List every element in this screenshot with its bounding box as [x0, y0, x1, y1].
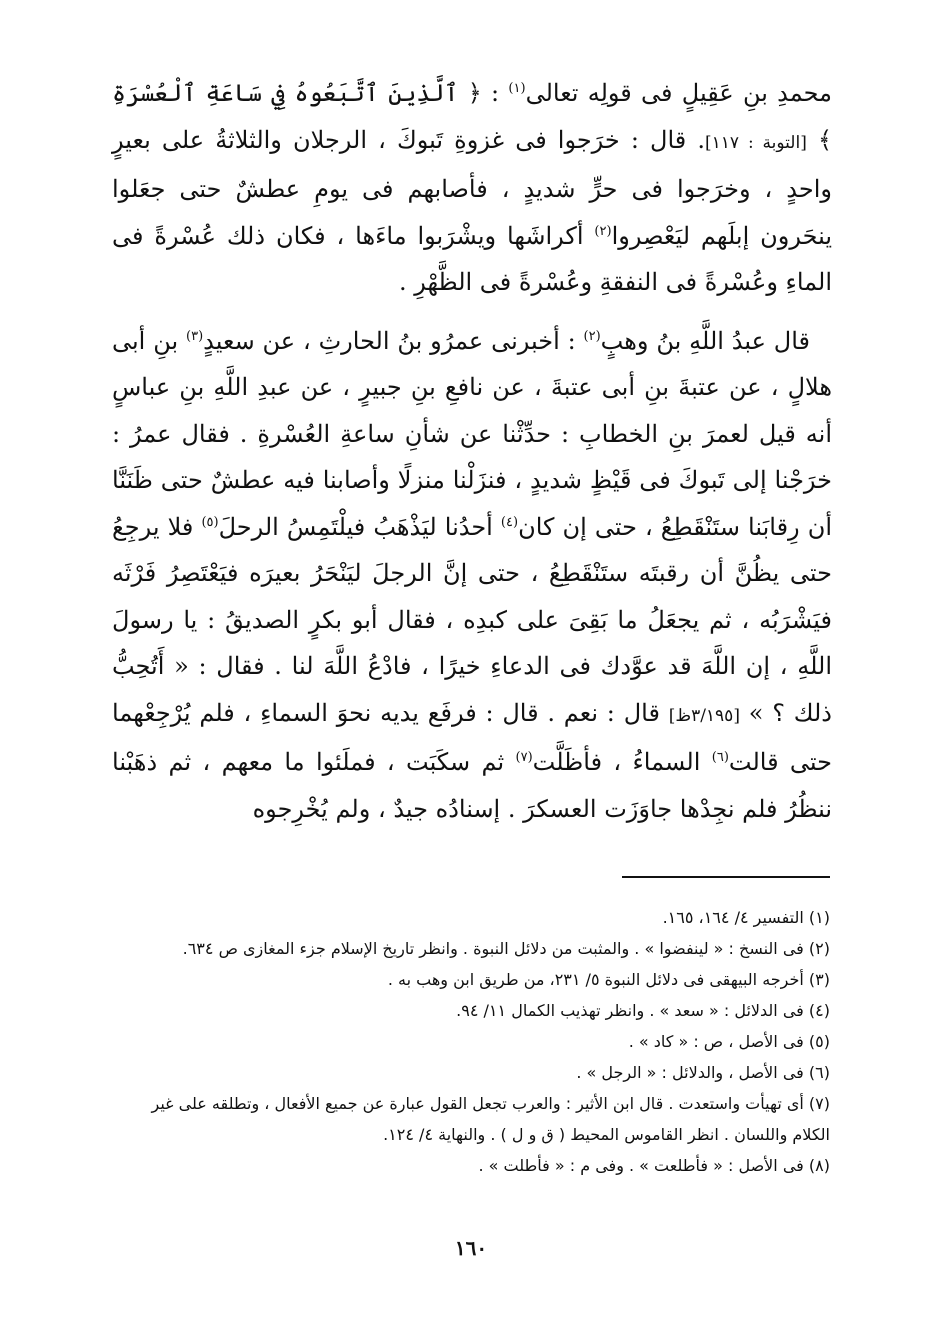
- text-segment: قال : نعم . قال : فرفَع يديه نحوَ السماءِ ، فلم يُرْجِعْهما حتى قالت: [112, 698, 832, 776]
- footnote-3: (٣) أخرجه البيهقى فى دلائل النبوة ٥/ ٢٣١، من طريق ابن وهب به .: [387, 970, 830, 989]
- footnote-7: (٧) أى تهيأت واستعدت . قال ابن الأثير : والعرب تجعل القول عبارة عن جميع الأفعال ، وتطلقه على غير الكلام واللسان . انظر القاموس المحيط ( ق و ل ) . والنهاية ٤/ ١٢٤.: [151, 1094, 830, 1144]
- footnote-divider: [622, 876, 830, 878]
- footnote-8: (٨) فى الأصل : « فأطلعت » . وفى م : « فأطلت » .: [478, 1156, 830, 1175]
- verse-citation: [التوبة : ١١٧]: [705, 132, 807, 153]
- paragraph-1: [112, 70, 832, 306]
- footnote-ref-2: (٢): [594, 223, 612, 239]
- footnote-ref-5: (٥): [201, 514, 219, 530]
- footnote-ref-3: (٣): [186, 328, 204, 344]
- footnote-ref-7: (٧): [515, 750, 533, 765]
- footnotes: [112, 902, 830, 1181]
- text-segment: ثم سكَبَت ، فملَئوا ما معهم ، ثم ذهَبْنا ننظُرُ فلم نجِدْها جاوَزَت العسكرَ . إسنادُه جيدٌ ، ولم يُخْرِجوه: [112, 748, 832, 823]
- page-number: ١٦٠: [454, 1236, 488, 1260]
- paragraph-2: [112, 318, 832, 833]
- footnote-2: (٢) فى النسخ : « لينفضوا » . والمثبت من دلائل النبوة . وانظر تاريخ الإسلام جزء المغازى ص ٦٣٤.: [182, 939, 830, 958]
- quran-verse: : ﴿ ٱلَّذِينَ ٱتَّبَعُوهُ فِي سَاعَةِ ٱلْعُسْرَةِ ﴾: [112, 79, 833, 154]
- text-segment: : أخبرنى عمرُو بنُ الحارثِ ، عن سعيدٍ: [203, 326, 584, 355]
- text-segment: قال عبدُ اللَّهِ بنُ وهبٍ: [600, 326, 811, 355]
- footnote-5: (٥) فى الأصل ، ص : « كاد » .: [628, 1032, 830, 1051]
- text-segment: أحدُنا ليَذْهَبُ فيلْتَمِسُ الرحلَ: [218, 512, 501, 541]
- paragraph-gap: [112, 306, 832, 318]
- footnote-ref-6: (٦): [711, 750, 729, 765]
- footnote-ref-4: (٤): [500, 514, 519, 530]
- footnote-1: (١) التفسير ٤/ ١٦٤، ١٦٥.: [662, 908, 830, 927]
- text-segment: فلا يرجِعُ حتى يظُنَّ أن رقبتَه ستَنْقَطِعُ ، حتى إنَّ الرجلَ ليَنْحَرُ بعيرَه فيَعْتَصِرُ فَرْثَه فيَشْرَبُه ، ثم يجعَلُ ما بَقِىَ على كبدِه ، فقال أبو بكرٍ الصديقُ : يا رسولَ اللَّهِ ، إن اللَّهَ قد عوَّدك فى الدعاءِ خيرًا ، فادْعُ اللَّهَ لنا . فقال : « أَتُحِبُّ ذلك ؟ »: [112, 512, 832, 727]
- manuscript-citation: [٣/١٩٥ظ]: [668, 705, 740, 726]
- text-segment: بنِ أبى هلالٍ ، عن عتبةَ بنِ أبى عتبةَ ، عن نافعِ بنِ جبيرٍ ، عن عبدِ اللَّهِ بنِ عباسٍ أنه قيل لعمرَ بنِ الخطابِ : حدِّثْنا عن شأنِ ساعةِ العُسْرةِ . فقال عمرُ : خرَجْنا إلى تَبوكَ فى قَيْظٍ شديدٍ ، فنزَلْنا منزلًا وأصابنا فيه عطشٌ حتى ظَنَنَّا أن رِقابَنا ستَنْقَطِعُ ، حتى إن كان: [112, 326, 833, 541]
- main-text: [112, 70, 832, 832]
- text-segment: أكراشَها ويشْرَبوا ماءَها ، فكان ذلك عُسْرةً فى الماءِ وعُسْرةً فى النفقةِ وعُسْرةً فى الظَّهْرِ .: [112, 221, 832, 296]
- text-segment: . قال : خرَجوا فى غزوةِ تَبوكَ ، الرجلان والثلاثةُ على بعيرٍ واحدٍ ، وخرَجوا فى حرٍّ شديدٍ ، فأصابهم فى يومِ عطشٌ حتى جعَلوا ينحَرون إبلَهم ليَعْصِروا: [112, 125, 832, 250]
- footnote-6: (٦) فى الأصل ، والدلائل : « الرجل » .: [576, 1063, 830, 1082]
- footnote-ref-2b: (٢): [583, 328, 601, 344]
- footnote-4: (٤) فى الدلائل : « سعد » . وانظر تهذيب الكمال ١١/ ٩٤.: [456, 1001, 830, 1020]
- footnote-ref-1: (١): [508, 81, 526, 96]
- text-segment: محمدِ بنِ عَقِيلٍ فى قولِه تعالى: [525, 79, 832, 107]
- text-segment: السماءُ ، فأظَلَّت: [532, 748, 712, 776]
